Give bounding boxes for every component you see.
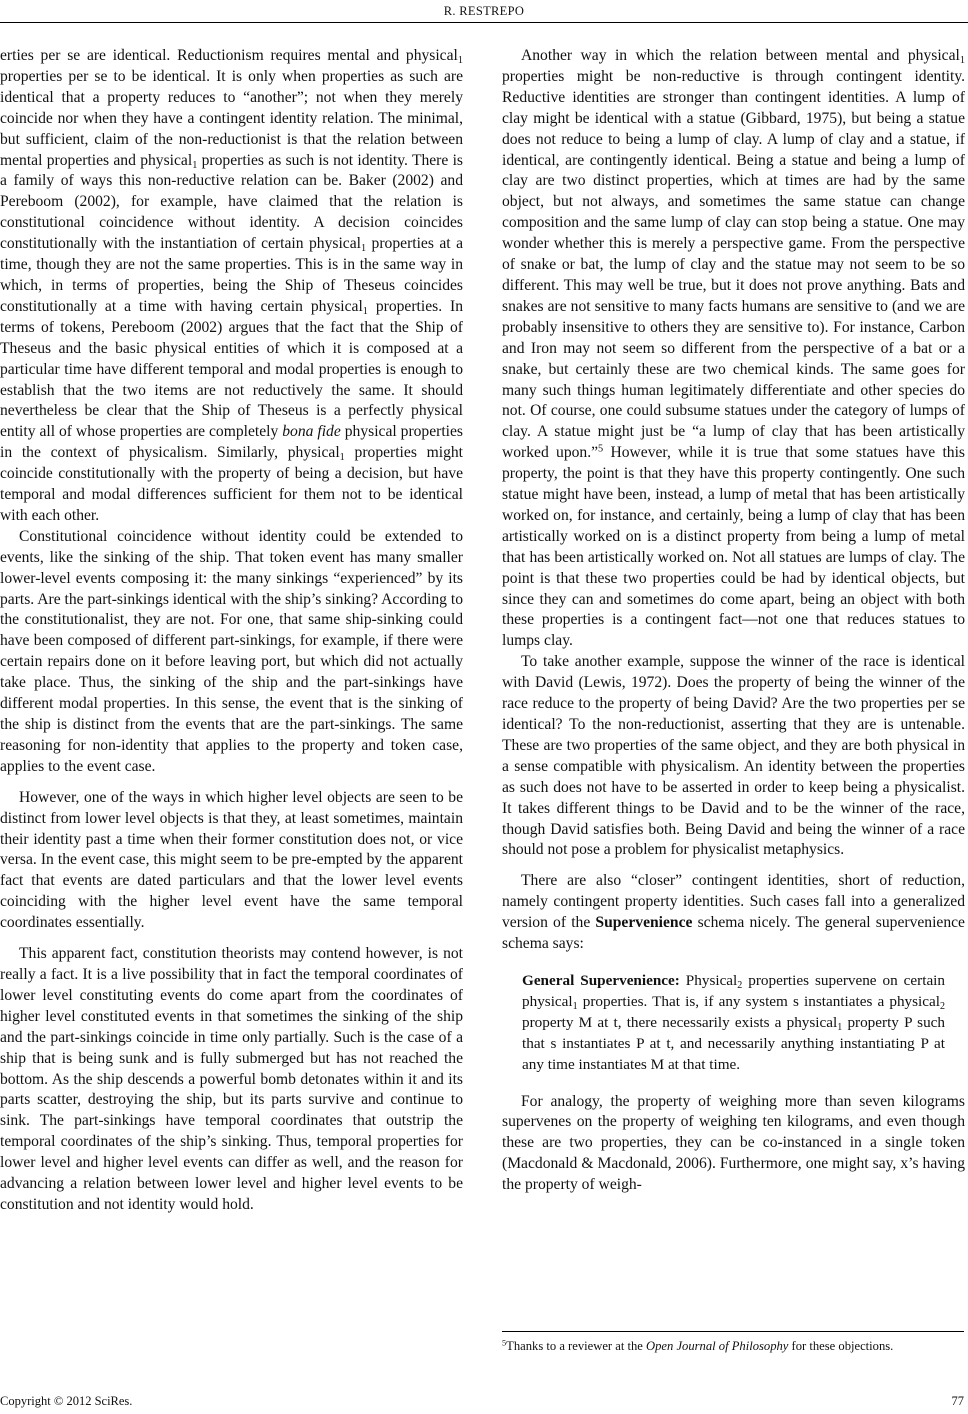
paragraph: This apparent fact, constitution theorists may contend however, is not really a fact. It is a live possibility that in fact the temporal coordinates of lower level constituting events do come apart from the coordinates of higher level constituted events in that sometimes the sinking of the ship and the part-sinkings coincide in time only partially. Such is the case of a ship that is being sunk and is fully submerged but has not reached the bottom. As the ship descends a powerful bomb detonates within it and its parts scatter, destroying the ship, but its parts survive and continue to sink. The part-sinkings have temporal coordinates that outstrip the temporal coordinates of the ship’s sinking. Thus, temporal properties for lower level and higher level events can differ as well, and the reason for advancing a relation between lower level and higher level events to be constitution and not identity would hold. bbox=[0, 945, 463, 1213]
left-column bbox=[0, 46, 463, 1216]
copyright: Copyright © 2012 SciRes. bbox=[0, 1394, 133, 1408]
footnote: $^5$Thanks to a reviewer at the Open Journal of Philosophy for these objections. bbox=[502, 1338, 894, 1353]
header-rule bbox=[0, 22, 968, 23]
paragraph: Constitutional coincidence without identity could be extended to events, like the sinking of the ship. That token event has many smaller lower-level events composing it: the many sinkings “experienced” by its parts. Are the part-sinkings identical with the ship’s sinking? According to the constitutionalist, they are not. For one, that same ship-sinking could have been composed of different part-sinkings, for example, if there were certain repairs done on it before leaving port, but which did not actually take place. Thus, the sinking of the ship and the part-sinkings have different modal properties. In this sense, the event that is the sinking of the ship is distinct from the events that are the part-sinkings. The same reasoning for non-identity that applies to the property and token case, applies to the event case. bbox=[0, 527, 463, 775]
paragraph: However, one of the ways in which higher level objects are seen to be distinct from lower level objects is that they, at least sometimes, maintain their identity past a time when their former constitution does not, or vice versa. In the event case, this might seem to be pre-empted by the apparent fact that events are dated particulars and that the lower level events coinciding with the higher level event have the same temporal coordinates essentially. bbox=[0, 788, 463, 932]
footnote-rule bbox=[502, 1331, 964, 1332]
paragraph: For analogy, the property of weighing more than seven kilograms supervenes on the property of weighing ten kilograms, and even though these are two properties, they can be co-instanced in a single token (Macdonald & Macdonald, 2006). Furthermore, one might say, x’s having the property of weigh- bbox=[502, 1092, 965, 1194]
paragraph: To take another example, suppose the winner of the race is identical with David (Lewis, 1972). Does the property of being the winner of the race reduce to the property of being David? Are the two properties per se identical? To the non-reductionist, asserting that they are is untenable. These are two properties of the same object, and they are both physical in a sense compatible with physicalism. An identity between the properties as such does not have to be asserted in order to keep being a physicalist. It takes different things to be David and to be the winner of the race, though David satisfies both. Being David and being the winner of a race should not pose a problem for physicalist metaphysics. bbox=[502, 653, 965, 859]
right-column bbox=[502, 46, 965, 1196]
supervenience-definition: General Supervenience: Physical$_2$ properties supervene on certain physical$_1$ properties. That is, if any system s instantiates a physical$_2$ property M at t, there necessarily exists a physical$_1$ property P such that s instantiates P at t, and necessarily anything instantiating P at any time instantiates M at that time. bbox=[522, 971, 945, 1073]
page-number: 77 bbox=[951, 1394, 964, 1408]
paragraph: erties per se are identical. Reductionism requires mental and physical$_1$ properties per se to be identical. It is only when properties as such are identical that a property reduces to “another”; not when they merely coincide nor when they have a contingent identity relation. The minimal, but sufficient, claim of the non-reductionist is that the relation between mental properties and physical$_1$ properties as such is not identity. There is a family of ways this non-reductive relation can be. Baker (2002) and Pereboom (2002), for example, have claimed that the relation is constitutional coincidence without identity. A decision coincides constitutionally with the instantiation of certain physical$_1$ properties at a time, though they are not the same properties. This is in the same way in which, in terms of properties, being the Ship of Theseus coincides constitutionally at a time with having certain physical$_1$ properties. In terms of tokens, Pereboom (2002) argues that the fact that the Ship of Theseus and the basic physical entities of which it is composed at a particular time have different temporal and modal properties is enough to establish that the two items are not reductively the same. It should nevertheless be clear that the Ship of Theseus is a perfectly physical entity all of whose properties are completely bona fide physical properties in the context of physicalism. Similarly, physical$_1$ properties might coincide constitutionally with the property of being a decision, but have temporal and modal differences sufficient for them not to be identical with each other. bbox=[0, 47, 463, 524]
paragraph: Another way in which the relation between mental and physical$_1$ properties might be non-reductive is through contingent identity. Reductive identities are stronger than contingent identities. A lump of clay might be identical with a statue (Gibbard, 1975), but being a statue does not reduce to being a lump of clay. A lump of clay and a statue, if identical, are contingently identical. Being a statue and being a lump of clay are two distinct properties, which at times are had by the same object, but not always, and sometimes the same statue can change composition and the same lump of clay can stop being a statue. One may wonder whether this is merely a perspective game. From the perspective of snake or bat, the lump of clay and the statue may not seem to be so different. This may well be true, but it does not prove anything. Bats and snakes are not sensitive to many facts humans are sensitive to (and we are probably insensitive to others they are sensitive to). For instance, Carbon and Iron may not seem so different from the perspective of a bat or a snake, but certainly these are two chemical kinds. The same goes for many such things human legitimately differentiate and other species do not. Of course, one could subsume statues under the category of lumps of clay. A statue might just be “a lump of clay that has been artistically worked upon.”$^5$ However, while it is true that some statues have this property, the point is that they have this property contingently. One such statue might have been, instead, a lump of metal that has been artistically worked on, for instance, and certainly, being a lump of clay that has been artistically worked on is a distinct property from being a lump of metal that has been artistically worked on. Not all statues are lumps of clay. The point is that these two properties could be had by identical objects, but since they can and sometimes do come apart, being an object with both these properties is a contingent fact—not one that reduces statues to lumps clay. bbox=[502, 47, 965, 650]
paragraph: There are also “closer” contingent identities, short of reduction, namely contingent property identities. Such cases fall into a generalized version of the Supervenience schema nicely. The general supervenience schema says: bbox=[502, 872, 965, 953]
running-head: R. RESTREPO bbox=[443, 4, 525, 18]
footnote-ref: 5 bbox=[598, 443, 604, 455]
